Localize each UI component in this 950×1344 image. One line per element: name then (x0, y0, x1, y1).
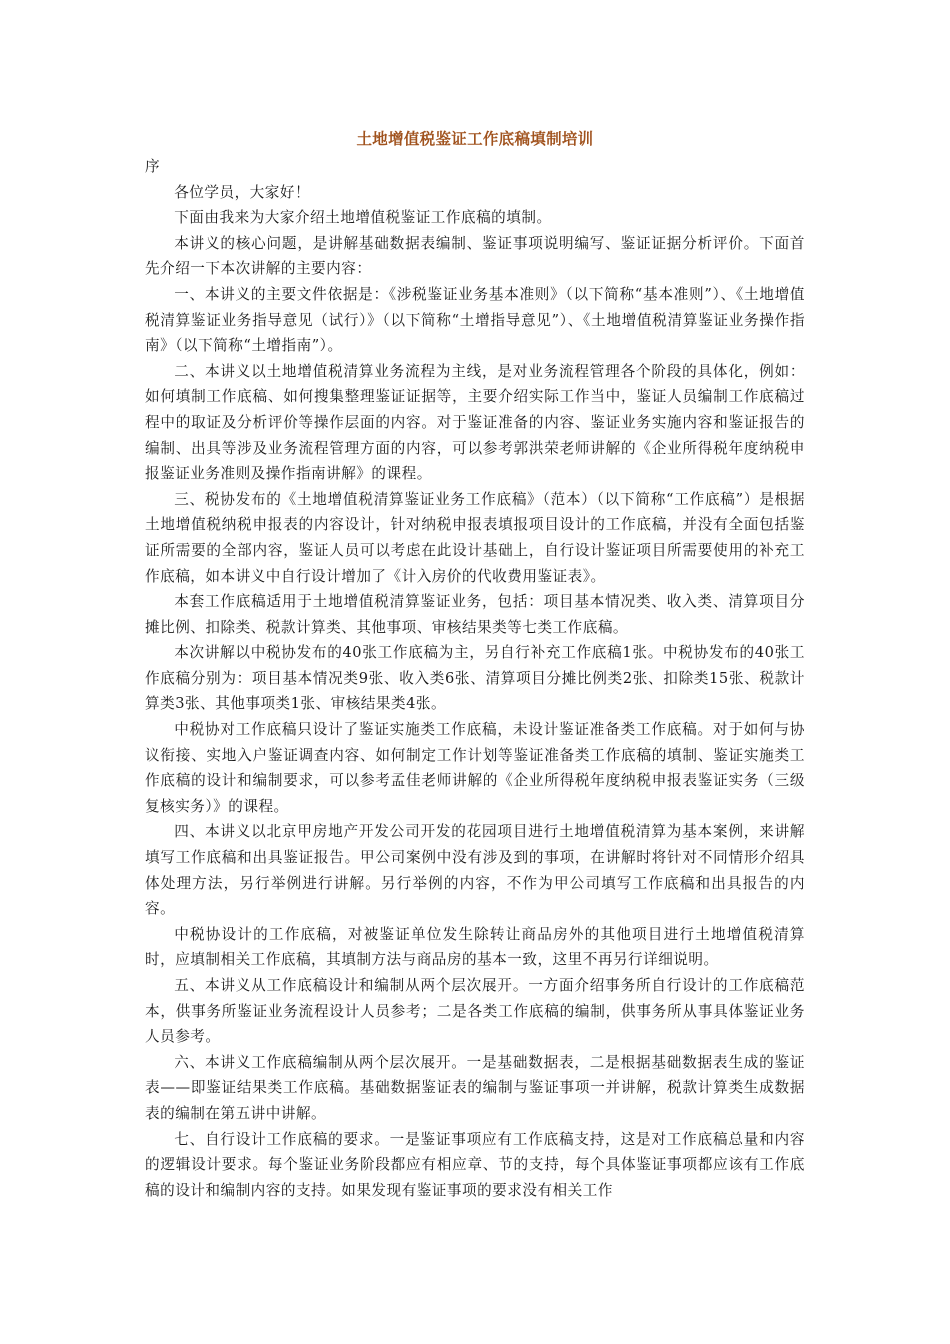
paragraph-sheet-count: 本次讲解以中税协发布的40张工作底稿为主，另自行补充工作底稿1张。中税协发布的40张工作底稿分别为：项目基本情况类9张、收入类6张、清算项目分摊比例类2张、扣除类15张、税款计算类3张、其他事项类1张、审核结果类4张。 (145, 644, 805, 713)
paragraph-point-3: 三、税协发布的《土地增值税清算鉴证业务工作底稿》（范本）（以下简称“工作底稿”）是根据土地增值税纳税申报表的内容设计，针对纳税申报表填报项目设计的工作底稿，并没有全面包括鉴证所需要的全部内容，鉴证人员可以考虑在此设计基础上，自行设计鉴证项目所需要使用的补充工作底稿，如本讲义中自行设计增加了《计入房价的代收费用鉴证表》。 (145, 490, 805, 585)
paragraph-point-5: 五、本讲义从工作底稿设计和编制从两个层次展开。一方面介绍事务所自行设计的工作底稿范本，供事务所鉴证业务流程设计人员参考；二是各类工作底稿的编制，供事务所从事具体鉴证业务人员参考。 (145, 977, 805, 1046)
paragraph-point-4: 四、本讲义以北京甲房地产开发公司开发的花园项目进行土地增值税清算为基本案例，来讲解填写工作底稿和出具鉴证报告。甲公司案例中没有涉及到的事项，在讲解时将针对不同情形介绍具体处理方法，另行举例进行讲解。另行举例的内容，不作为甲公司填写工作底稿和出具报告的内容。 (145, 823, 805, 918)
paragraph-intro: 下面由我来为大家介绍土地增值税鉴证工作底稿的填制。 (174, 209, 552, 227)
paragraph-applicability: 本套工作底稿适用于土地增值税清算鉴证业务，包括：项目基本情况类、收入类、清算项目分摊比例、扣除类、税款计算类、其他事项、审核结果类等七类工作底稿。 (145, 593, 805, 636)
paragraph-greeting: 各位学员，大家好！ (174, 183, 311, 201)
paragraph-point-2: 二、本讲义以土地增值税清算业务流程为主线，是对业务流程管理各个阶段的具体化，例如：如何填制工作底稿、如何搜集整理鉴证证据等，主要介绍实际工作当中，鉴证人员编制工作底稿过程中的取证及分析评价等操作层面的内容。对于鉴证准备的内容、鉴证业务实施内容和鉴证报告的编制、出具等涉及业务流程管理方面的内容，可以参考郭洪荣老师讲解的《企业所得税年度纳税申报鉴证业务准则及操作指南讲解》的课程。 (145, 362, 805, 483)
document-title: 土地增值税鉴证工作底稿填制培训 (356, 130, 594, 148)
section-label: 序 (145, 158, 161, 175)
paragraph-point-6: 六、本讲义工作底稿编制从两个层次展开。一是基础数据表，二是根据基础数据表生成的鉴证表——即鉴证结果类工作底稿。基础数据鉴证表的编制与鉴证事项一并讲解，税款计算类生成数据表的编制在第五讲中讲解。 (145, 1053, 805, 1122)
paragraph-preparation: 中税协对工作底稿只设计了鉴证实施类工作底稿，未设计鉴证准备类工作底稿。对于如何与协议衔接、实地入户鉴证调查内容、如何制定工作计划等鉴证准备类工作底稿的填制、鉴证实施类工作底稿的设计和编制要求，可以参考孟佳老师讲解的《企业所得税年度纳税申报表鉴证实务（三级复核实务）》的课程。 (145, 721, 805, 815)
paragraph-point-7: 七、自行设计工作底稿的要求。一是鉴证事项应有工作底稿支持，这是对工作底稿总量和内容的逻辑设计要求。每个鉴证业务阶段都应有相应章、节的支持，每个具体鉴证事项都应该有工作底稿的设计和编制内容的支持。如果发现有鉴证事项的要求没有相关工作 (145, 1130, 805, 1199)
paragraph-point-1: 一、本讲义的主要文件依据是：《涉税鉴证业务基本准则》（以下简称“基本准则”）、《土地增值税清算鉴证业务指导意见（试行）》（以下简称“土增指导意见”）、《土地增值税清算鉴证业务操作指南》（以下简称“土增指南”）。 (145, 285, 805, 355)
paragraph-other-projects: 中税协设计的工作底稿，对被鉴证单位发生除转让商品房外的其他项目进行土地增值税清算时，应填制相关工作底稿，其填制方法与商品房的基本一致，这里不再另行详细说明。 (145, 925, 805, 969)
paragraph-core-issue: 本讲义的核心问题，是讲解基础数据表编制、鉴证事项说明编写、鉴证证据分析评价。下面首先介绍一下本次讲解的主要内容： (145, 234, 805, 278)
document-page (145, 124, 805, 1203)
